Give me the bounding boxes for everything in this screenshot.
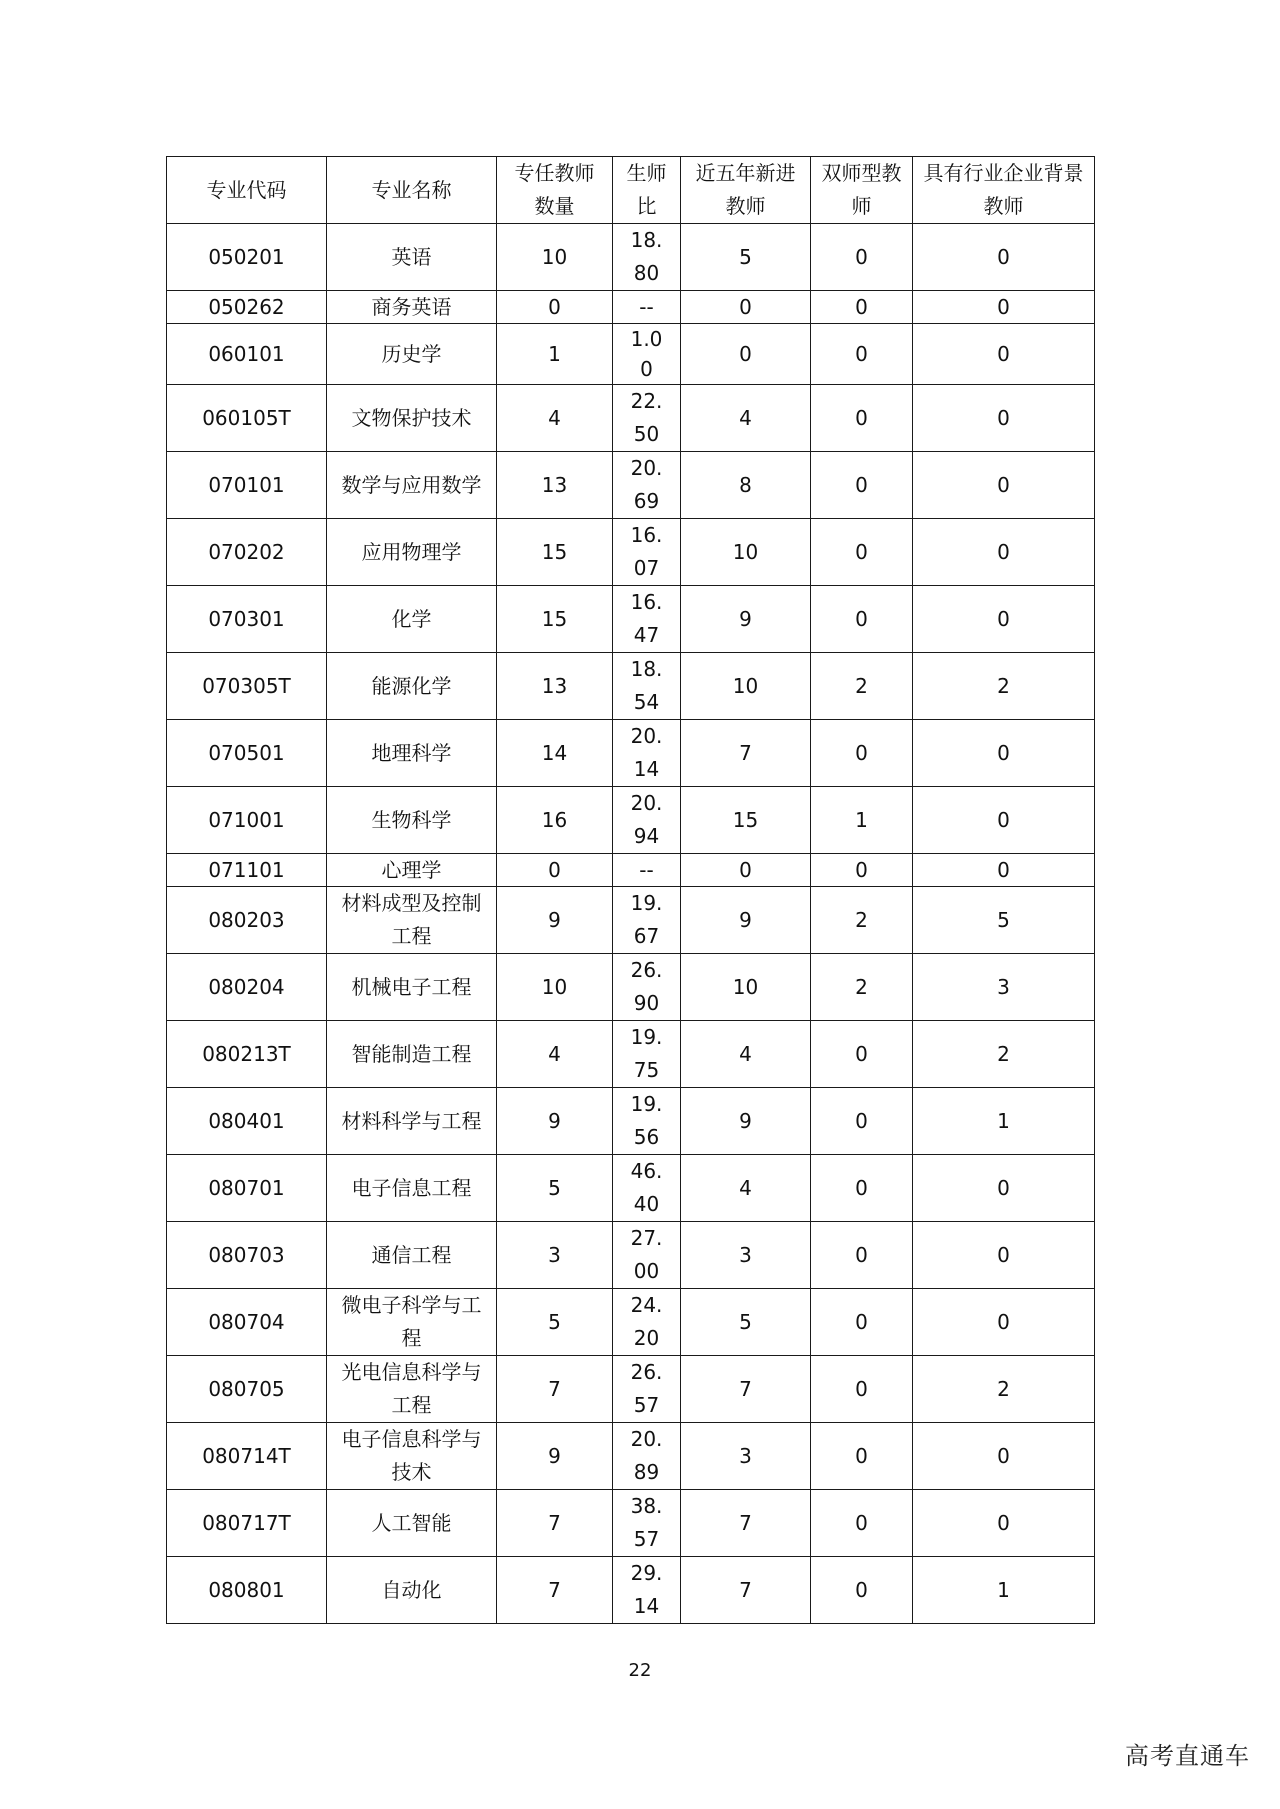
cell-fulltime-teachers: 9 <box>497 1423 613 1490</box>
cell-industry-background-teachers: 0 <box>913 452 1095 519</box>
cell-major-code: 080801 <box>167 1557 327 1624</box>
cell-major-name: 地理科学 <box>327 720 497 787</box>
cell-new-teachers-5yr: 9 <box>681 586 811 653</box>
cell-fulltime-teachers: 4 <box>497 385 613 452</box>
cell-major-code: 070301 <box>167 586 327 653</box>
cell-major-code: 080717T <box>167 1490 327 1557</box>
cell-major-code: 060101 <box>167 324 327 385</box>
cell-major-name: 人工智能 <box>327 1490 497 1557</box>
cell-dual-qualified-teachers: 0 <box>811 385 913 452</box>
cell-industry-background-teachers: 0 <box>913 1155 1095 1222</box>
cell-major-name: 材料成型及控制工程 <box>327 887 497 954</box>
cell-new-teachers-5yr: 4 <box>681 1155 811 1222</box>
cell-dual-qualified-teachers: 1 <box>811 787 913 854</box>
cell-industry-background-teachers: 0 <box>913 586 1095 653</box>
header-major-name: 专业名称 <box>327 157 497 224</box>
cell-student-teacher-ratio: 46.40 <box>613 1155 681 1222</box>
cell-fulltime-teachers: 14 <box>497 720 613 787</box>
cell-student-teacher-ratio: 27.00 <box>613 1222 681 1289</box>
cell-fulltime-teachers: 9 <box>497 1088 613 1155</box>
cell-dual-qualified-teachers: 2 <box>811 954 913 1021</box>
cell-dual-qualified-teachers: 0 <box>811 586 913 653</box>
table-row <box>167 1490 1095 1557</box>
cell-dual-qualified-teachers: 2 <box>811 887 913 954</box>
cell-major-code: 080701 <box>167 1155 327 1222</box>
cell-major-name: 能源化学 <box>327 653 497 720</box>
cell-industry-background-teachers: 0 <box>913 385 1095 452</box>
cell-major-code: 050201 <box>167 224 327 291</box>
cell-industry-background-teachers: 2 <box>913 653 1095 720</box>
cell-student-teacher-ratio: 20.89 <box>613 1423 681 1490</box>
cell-dual-qualified-teachers: 2 <box>811 653 913 720</box>
cell-industry-background-teachers: 0 <box>913 1423 1095 1490</box>
cell-industry-background-teachers: 0 <box>913 1490 1095 1557</box>
cell-student-teacher-ratio: 20.94 <box>613 787 681 854</box>
cell-major-code: 070202 <box>167 519 327 586</box>
cell-major-code: 080203 <box>167 887 327 954</box>
cell-major-name: 数学与应用数学 <box>327 452 497 519</box>
table-row <box>167 1155 1095 1222</box>
cell-major-code: 070501 <box>167 720 327 787</box>
cell-dual-qualified-teachers: 0 <box>811 452 913 519</box>
cell-major-code: 070101 <box>167 452 327 519</box>
cell-student-teacher-ratio: 18.54 <box>613 653 681 720</box>
table-row <box>167 1423 1095 1490</box>
cell-major-code: 071001 <box>167 787 327 854</box>
cell-industry-background-teachers: 0 <box>913 720 1095 787</box>
cell-new-teachers-5yr: 9 <box>681 887 811 954</box>
cell-dual-qualified-teachers: 0 <box>811 1356 913 1423</box>
cell-new-teachers-5yr: 7 <box>681 1490 811 1557</box>
cell-industry-background-teachers: 0 <box>913 291 1095 324</box>
cell-new-teachers-5yr: 10 <box>681 519 811 586</box>
cell-new-teachers-5yr: 5 <box>681 1289 811 1356</box>
cell-fulltime-teachers: 15 <box>497 519 613 586</box>
table-row <box>167 887 1095 954</box>
cell-dual-qualified-teachers: 0 <box>811 1289 913 1356</box>
cell-student-teacher-ratio: 22.50 <box>613 385 681 452</box>
cell-fulltime-teachers: 5 <box>497 1155 613 1222</box>
cell-student-teacher-ratio: 19.75 <box>613 1021 681 1088</box>
cell-fulltime-teachers: 1 <box>497 324 613 385</box>
table-row <box>167 1088 1095 1155</box>
header-major-code: 专业代码 <box>167 157 327 224</box>
cell-dual-qualified-teachers: 0 <box>811 1088 913 1155</box>
table-row <box>167 954 1095 1021</box>
cell-new-teachers-5yr: 10 <box>681 653 811 720</box>
cell-new-teachers-5yr: 10 <box>681 954 811 1021</box>
table-row <box>167 224 1095 291</box>
table-row <box>167 324 1095 385</box>
cell-new-teachers-5yr: 9 <box>681 1088 811 1155</box>
cell-new-teachers-5yr: 3 <box>681 1222 811 1289</box>
table-row <box>167 291 1095 324</box>
header-fulltime-teachers: 专任教师数量 <box>497 157 613 224</box>
header-student-teacher-ratio: 生师比 <box>613 157 681 224</box>
cell-dual-qualified-teachers: 0 <box>811 1423 913 1490</box>
cell-dual-qualified-teachers: 0 <box>811 720 913 787</box>
cell-new-teachers-5yr: 7 <box>681 1557 811 1624</box>
table-row <box>167 720 1095 787</box>
table-row <box>167 1289 1095 1356</box>
cell-fulltime-teachers: 3 <box>497 1222 613 1289</box>
header-new-teachers-5yr: 近五年新进教师 <box>681 157 811 224</box>
cell-student-teacher-ratio: 38.57 <box>613 1490 681 1557</box>
cell-fulltime-teachers: 13 <box>497 653 613 720</box>
cell-dual-qualified-teachers: 0 <box>811 291 913 324</box>
cell-fulltime-teachers: 9 <box>497 887 613 954</box>
cell-dual-qualified-teachers: 0 <box>811 854 913 887</box>
cell-fulltime-teachers: 7 <box>497 1557 613 1624</box>
cell-new-teachers-5yr: 7 <box>681 720 811 787</box>
table-row <box>167 1222 1095 1289</box>
cell-major-code: 080714T <box>167 1423 327 1490</box>
cell-major-code: 060105T <box>167 385 327 452</box>
cell-new-teachers-5yr: 0 <box>681 291 811 324</box>
cell-fulltime-teachers: 0 <box>497 854 613 887</box>
cell-fulltime-teachers: 13 <box>497 452 613 519</box>
cell-major-name: 心理学 <box>327 854 497 887</box>
cell-student-teacher-ratio: 26.90 <box>613 954 681 1021</box>
table-body <box>167 224 1095 1624</box>
cell-new-teachers-5yr: 4 <box>681 385 811 452</box>
cell-major-name: 化学 <box>327 586 497 653</box>
cell-major-code: 080213T <box>167 1021 327 1088</box>
cell-major-name: 自动化 <box>327 1557 497 1624</box>
cell-major-name: 电子信息工程 <box>327 1155 497 1222</box>
cell-major-name: 应用物理学 <box>327 519 497 586</box>
cell-new-teachers-5yr: 15 <box>681 787 811 854</box>
cell-new-teachers-5yr: 4 <box>681 1021 811 1088</box>
table-row <box>167 1356 1095 1423</box>
cell-major-code: 071101 <box>167 854 327 887</box>
cell-new-teachers-5yr: 8 <box>681 452 811 519</box>
page-number: 22 <box>628 1660 652 1681</box>
cell-major-name: 英语 <box>327 224 497 291</box>
table-header-row <box>167 157 1095 224</box>
cell-fulltime-teachers: 10 <box>497 954 613 1021</box>
cell-fulltime-teachers: 7 <box>497 1356 613 1423</box>
cell-student-teacher-ratio: 24.20 <box>613 1289 681 1356</box>
cell-fulltime-teachers: 4 <box>497 1021 613 1088</box>
cell-industry-background-teachers: 0 <box>913 787 1095 854</box>
watermark: 高考直通车 <box>1125 1742 1250 1770</box>
cell-industry-background-teachers: 0 <box>913 519 1095 586</box>
cell-student-teacher-ratio: 1.00 <box>613 324 681 385</box>
cell-major-name: 材料科学与工程 <box>327 1088 497 1155</box>
cell-major-name: 文物保护技术 <box>327 385 497 452</box>
cell-new-teachers-5yr: 0 <box>681 324 811 385</box>
cell-dual-qualified-teachers: 0 <box>811 324 913 385</box>
cell-fulltime-teachers: 10 <box>497 224 613 291</box>
cell-major-code: 080401 <box>167 1088 327 1155</box>
table-row <box>167 385 1095 452</box>
table-row <box>167 1021 1095 1088</box>
cell-major-name: 商务英语 <box>327 291 497 324</box>
table-row <box>167 854 1095 887</box>
table-row <box>167 653 1095 720</box>
cell-major-name: 光电信息科学与工程 <box>327 1356 497 1423</box>
table-row <box>167 1557 1095 1624</box>
cell-industry-background-teachers: 0 <box>913 1222 1095 1289</box>
cell-industry-background-teachers: 1 <box>913 1088 1095 1155</box>
cell-major-name: 微电子科学与工程 <box>327 1289 497 1356</box>
cell-student-teacher-ratio: 20.14 <box>613 720 681 787</box>
cell-dual-qualified-teachers: 0 <box>811 1557 913 1624</box>
cell-student-teacher-ratio: 16.07 <box>613 519 681 586</box>
table-row <box>167 586 1095 653</box>
cell-industry-background-teachers: 2 <box>913 1021 1095 1088</box>
cell-major-code: 080204 <box>167 954 327 1021</box>
table-row <box>167 787 1095 854</box>
table-row <box>167 452 1095 519</box>
teacher-statistics-table <box>166 156 1095 1624</box>
cell-student-teacher-ratio: -- <box>613 291 681 324</box>
cell-industry-background-teachers: 2 <box>913 1356 1095 1423</box>
cell-dual-qualified-teachers: 0 <box>811 519 913 586</box>
cell-dual-qualified-teachers: 0 <box>811 224 913 291</box>
cell-dual-qualified-teachers: 0 <box>811 1155 913 1222</box>
cell-major-name: 智能制造工程 <box>327 1021 497 1088</box>
cell-industry-background-teachers: 1 <box>913 1557 1095 1624</box>
cell-industry-background-teachers: 0 <box>913 324 1095 385</box>
cell-new-teachers-5yr: 3 <box>681 1423 811 1490</box>
cell-fulltime-teachers: 15 <box>497 586 613 653</box>
cell-student-teacher-ratio: 19.67 <box>613 887 681 954</box>
cell-fulltime-teachers: 7 <box>497 1490 613 1557</box>
cell-new-teachers-5yr: 7 <box>681 1356 811 1423</box>
cell-major-name: 通信工程 <box>327 1222 497 1289</box>
cell-dual-qualified-teachers: 0 <box>811 1021 913 1088</box>
cell-new-teachers-5yr: 5 <box>681 224 811 291</box>
cell-student-teacher-ratio: 19.56 <box>613 1088 681 1155</box>
cell-fulltime-teachers: 16 <box>497 787 613 854</box>
cell-student-teacher-ratio: 20.69 <box>613 452 681 519</box>
cell-industry-background-teachers: 0 <box>913 1289 1095 1356</box>
cell-student-teacher-ratio: 26.57 <box>613 1356 681 1423</box>
cell-fulltime-teachers: 0 <box>497 291 613 324</box>
cell-student-teacher-ratio: 29.14 <box>613 1557 681 1624</box>
cell-major-name: 电子信息科学与技术 <box>327 1423 497 1490</box>
cell-student-teacher-ratio: 16.47 <box>613 586 681 653</box>
cell-industry-background-teachers: 3 <box>913 954 1095 1021</box>
cell-fulltime-teachers: 5 <box>497 1289 613 1356</box>
cell-major-code: 050262 <box>167 291 327 324</box>
cell-dual-qualified-teachers: 0 <box>811 1490 913 1557</box>
cell-industry-background-teachers: 0 <box>913 854 1095 887</box>
cell-dual-qualified-teachers: 0 <box>811 1222 913 1289</box>
cell-major-code: 080703 <box>167 1222 327 1289</box>
header-dual-qualified-teachers: 双师型教师 <box>811 157 913 224</box>
cell-student-teacher-ratio: 18.80 <box>613 224 681 291</box>
cell-industry-background-teachers: 5 <box>913 887 1095 954</box>
cell-industry-background-teachers: 0 <box>913 224 1095 291</box>
header-industry-background-teachers: 具有行业企业背景教师 <box>913 157 1095 224</box>
cell-major-code: 080705 <box>167 1356 327 1423</box>
cell-new-teachers-5yr: 0 <box>681 854 811 887</box>
cell-major-name: 历史学 <box>327 324 497 385</box>
cell-major-code: 070305T <box>167 653 327 720</box>
cell-major-name: 生物科学 <box>327 787 497 854</box>
cell-major-name: 机械电子工程 <box>327 954 497 1021</box>
cell-student-teacher-ratio: -- <box>613 854 681 887</box>
cell-major-code: 080704 <box>167 1289 327 1356</box>
table-row <box>167 519 1095 586</box>
